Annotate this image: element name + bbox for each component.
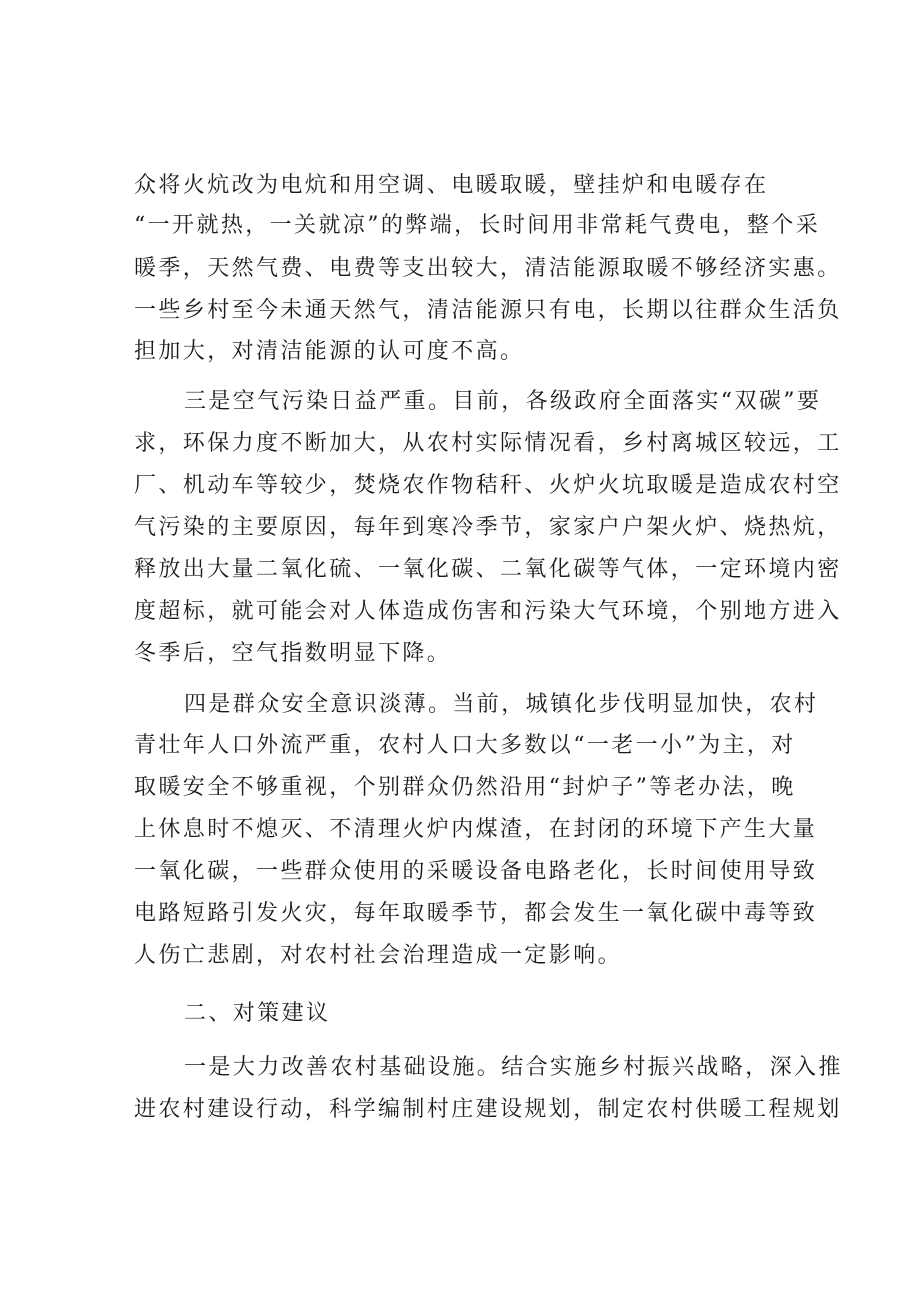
text-line: 冬季后，空气指数明显下降。 <box>134 641 452 666</box>
text-line: 气污染的主要原因，每年到寒冷季节，家家户户架火炉、烧热炕， <box>134 515 842 540</box>
text-line: 电路短路引发火灾，每年取暖季节，都会发生一氧化碳中毒等致 <box>134 901 818 926</box>
paragraph-start-line: 三是空气污染日益严重。目前，各级政府全面落实“双碳”要 <box>184 389 822 414</box>
text-line: 暖季，天然气费、电费等支出较大，清洁能源取暖不够经济实惠。 <box>134 256 842 281</box>
text-line: 释放出大量二氧化硫、一氧化碳、二氧化碳等气体，一定环境内密 <box>134 557 842 582</box>
section-heading: 二、对策建议 <box>184 1001 331 1026</box>
text-line: 人伤亡悲剧，对农村社会治理造成一定影响。 <box>134 943 623 968</box>
paragraph-start-line: 一是大力改善农村基础设施。结合实施乡村振兴战略，深入推 <box>184 1055 843 1080</box>
text-line: 求，环保力度不断加大，从农村实际情况看，乡村离城区较远，工 <box>134 431 842 456</box>
text-line: 众将火炕改为电炕和用空调、电暖取暖，壁挂炉和电暖存在 <box>134 173 769 198</box>
text-line: 上休息时不熄灭、不清理火炉内煤渣，在封闭的环境下产生大量 <box>134 817 818 842</box>
paragraph-start-line: 四是群众安全意识淡薄。当前，城镇化步伐明显加快，农村 <box>184 692 819 717</box>
text-line: 取暖安全不够重视，个别群众仍然沿用“封炉子”等老办法，晚 <box>134 775 796 800</box>
text-line: “一开就热，一关就凉”的弊端，长时间用非常耗气费电，整个采 <box>134 213 821 238</box>
text-line: 厂、机动车等较少，焚烧农作物秸秆、火炉火坑取暖是造成农村空 <box>134 473 842 498</box>
text-line: 进农村建设行动，科学编制村庄建设规划，制定农村供暖工程规划 <box>134 1097 842 1122</box>
text-line: 一氧化碳，一些群众使用的采暖设备电路老化，长时间使用导致 <box>134 859 818 884</box>
text-line: 度超标，就可能会对人体造成伤害和污染大气环境，个别地方进入 <box>134 599 842 624</box>
text-line: 一些乡村至今未通天然气，清洁能源只有电，长期以往群众生活负 <box>134 298 842 323</box>
text-line: 青壮年人口外流严重，农村人口大多数以“一老一小”为主，对 <box>134 733 796 758</box>
text-line: 担加大，对清洁能源的认可度不高。 <box>134 339 525 364</box>
